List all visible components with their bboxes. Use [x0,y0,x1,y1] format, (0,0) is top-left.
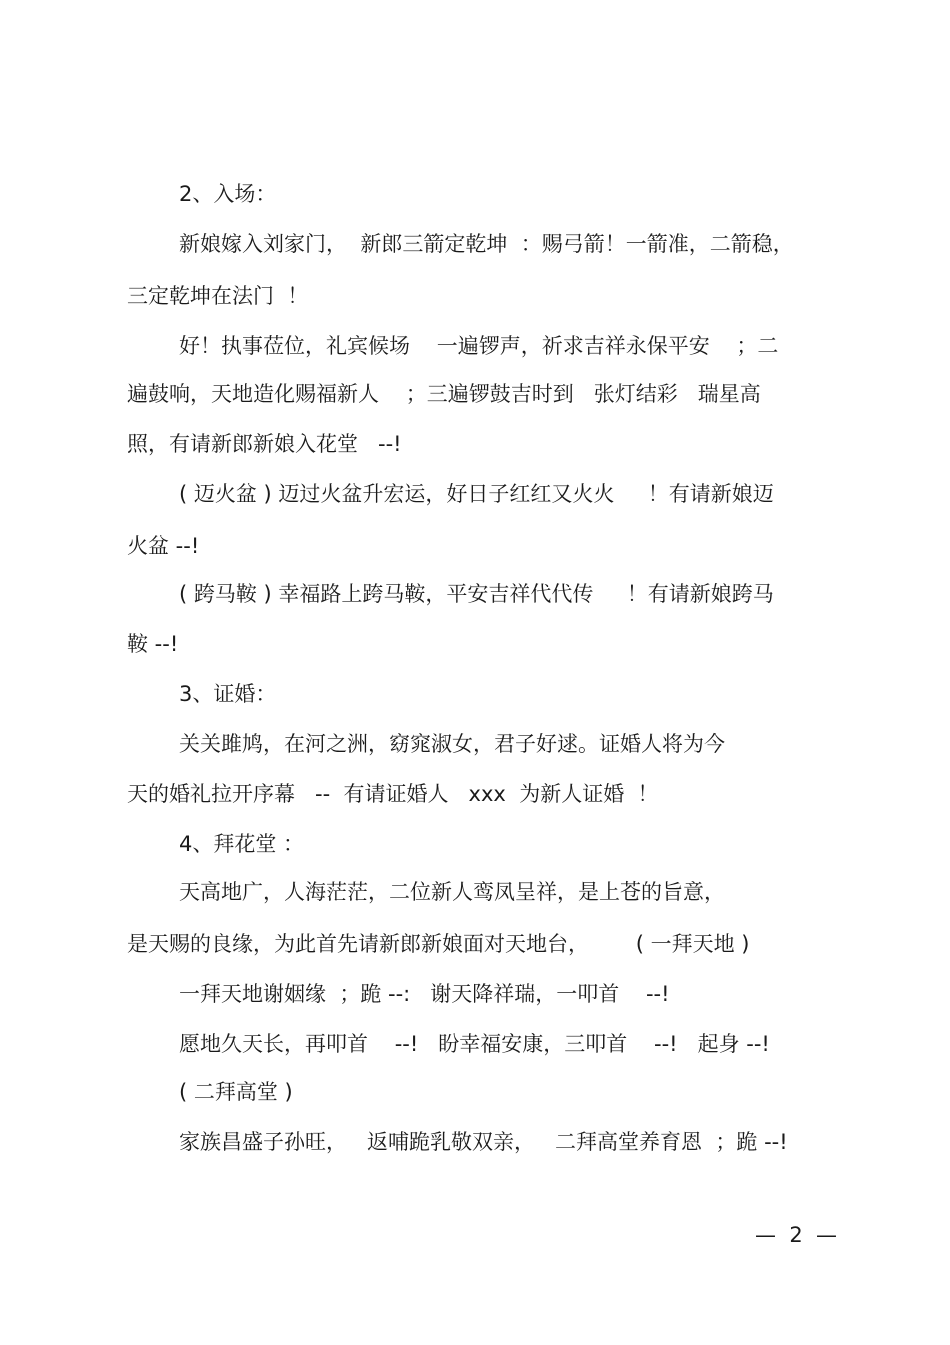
paragraph-line: ( 迈火盆 ) 迈过火盆升宏运，好日子红红又火火 ！有请新娘迈 [179,482,774,506]
paragraph-line: 遍鼓响，天地造化赐福新人 ；三遍锣鼓吉时到 张灯结彩 瑞星高 [127,382,761,406]
paragraph-line: 一拜天地谢姻缘 ；跪 --: 谢天降祥瑞，一叩首 --! [179,982,670,1006]
section-heading-worship: 4、拜花堂 ： [179,832,305,856]
paragraph-line: 家族昌盛子孙旺， 返哺跪乳敬双亲， 二拜高堂养育恩 ；跪 --! [179,1130,788,1154]
paragraph-line: 三定乾坤在法门 ！ [127,284,309,308]
paragraph-line: 愿地久天长，再叩首 --! 盼幸福安康，三叩首 --! 起身 --! [179,1032,770,1056]
section-heading-entrance: 2、入场： [179,182,277,206]
paragraph-line: 是天赐的良缘，为此首先请新郎新娘面对天地台， ( 一拜天地 ) [127,932,750,956]
paragraph-line: 好！执事莅位，礼宾候场 一遍锣声，祈求吉祥永保平安 ；二 [179,334,779,358]
paragraph-line: 照，有请新郎新娘入花堂 --! [127,432,402,456]
paragraph-line: ( 二拜高堂 ) [179,1080,293,1104]
section-heading-witness: 3、证婚： [179,682,277,706]
paragraph-line: 关关雎鸠，在河之洲，窈窕淑女，君子好逑。证婚人将为今 [179,732,725,756]
paragraph-line: ( 跨马鞍 ) 幸福路上跨马鞍，平安吉祥代代传 ！有请新娘跨马 [179,582,774,606]
paragraph-line: 天高地广，人海茫茫，二位新人鸾凤呈祥，是上苍的旨意， [179,880,725,904]
paragraph-line: 鞍 --! [127,632,179,656]
page-number: — 2 — [755,1223,838,1247]
paragraph-line: 天的婚礼拉开序幕 -- 有请证婚人 xxx 为新人证婚 ！ [127,782,659,806]
paragraph-line: 火盆 --! [127,534,200,558]
paragraph-line: 新娘嫁入刘家门， 新郎三箭定乾坤 ：赐弓箭！一箭准，二箭稳， [179,232,794,256]
